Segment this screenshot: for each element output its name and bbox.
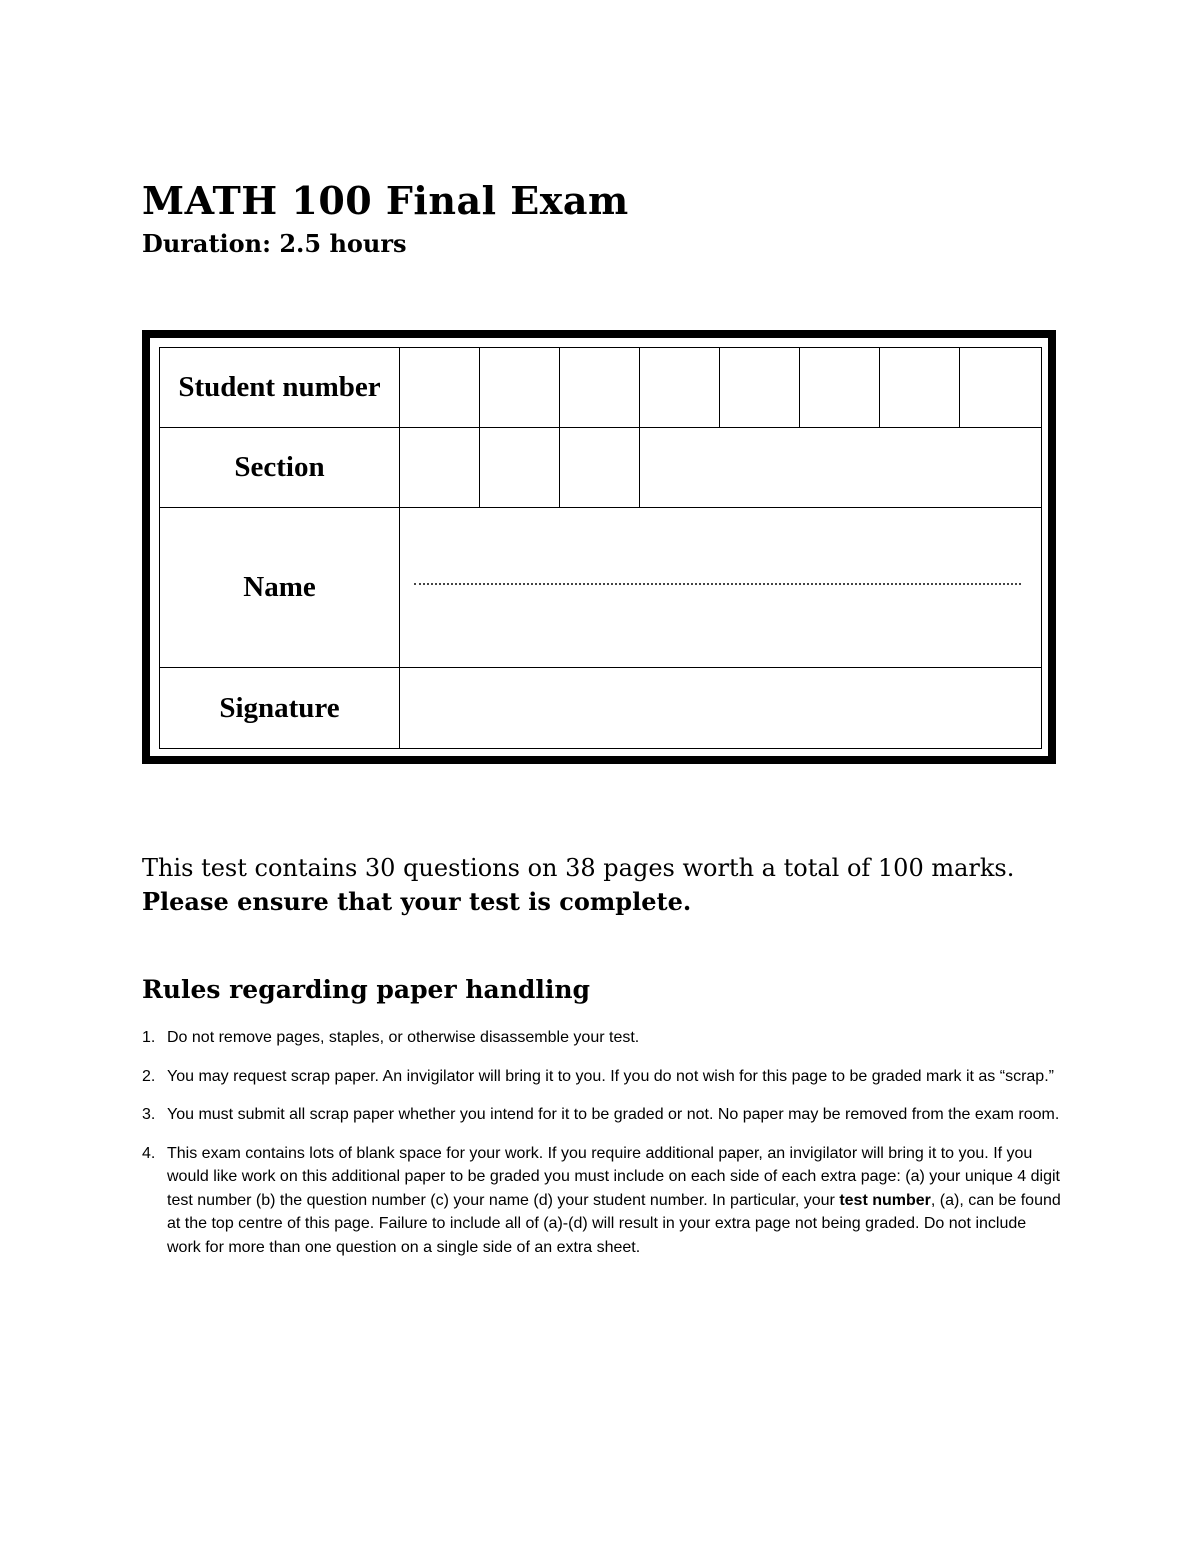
- student-number-digit-1[interactable]: [400, 348, 480, 428]
- name-label: Name: [160, 508, 400, 668]
- name-dotted-line: [414, 583, 1021, 585]
- section-label: Section: [160, 428, 400, 508]
- name-field[interactable]: [400, 508, 1042, 668]
- student-number-label: Student number: [160, 348, 400, 428]
- rule-text-test-number: test number: [839, 1191, 931, 1209]
- rule-text-before: This exam contains lots of blank space for your work. If you require additional paper, an invigilator will bring it to you. If you would like work on this additional paper to be graded you must include on each side of each extra page: (a) your unique 4 digit test number (b) the question number (c) your name (d) your student number. In particular, your: [167, 1144, 1060, 1209]
- rule-number: 2.: [142, 1067, 156, 1085]
- intro-line-questions: This test contains 30 questions on 38 pages worth a total of 100 marks.: [142, 854, 1015, 882]
- rule-number: 4.: [142, 1144, 156, 1162]
- rules-list: [142, 1026, 1062, 1274]
- student-number-digit-2[interactable]: [480, 348, 560, 428]
- student-number-digit-5[interactable]: [720, 348, 800, 428]
- signature-field[interactable]: [400, 668, 1042, 749]
- rule-number: 3.: [142, 1106, 156, 1123]
- rule-item: [142, 1026, 1062, 1050]
- student-number-row: [160, 348, 1042, 428]
- signature-label: Signature: [160, 668, 400, 749]
- section-digit-3[interactable]: [560, 428, 640, 508]
- section-digit-2[interactable]: [480, 428, 560, 508]
- rule-text-after: , (a), can be found at the top centre of this page. Failure to include all of (a)-(d) will result in your extra page not being graded. Do not include work for more than one question on a single side of an extra sheet.: [167, 1191, 1061, 1256]
- student-number-digit-8[interactable]: [960, 348, 1042, 428]
- rule-item: [142, 1142, 1062, 1260]
- name-row: [160, 508, 1042, 668]
- exam-duration: Duration: 2.5 hours: [142, 229, 407, 258]
- student-number-digit-6[interactable]: [800, 348, 880, 428]
- rule-number: 1.: [142, 1029, 156, 1046]
- student-number-digit-3[interactable]: [560, 348, 640, 428]
- rule-text: You may request scrap paper. An invigilator will bring it to you. If you do not wish for this page to be graded mark it as “scrap.”: [167, 1067, 1054, 1085]
- rules-heading: Rules regarding paper handling: [142, 975, 591, 1004]
- section-row: [160, 428, 1042, 508]
- intro-text: [142, 851, 1014, 919]
- rule-item: [142, 1103, 1062, 1127]
- exam-title: MATH 100 Final Exam: [142, 178, 629, 223]
- section-digit-1[interactable]: [400, 428, 480, 508]
- signature-row: [160, 668, 1042, 749]
- rule-text: You must submit all scrap paper whether you intend for it to be graded or not. No paper may be removed from the exam room.: [167, 1106, 1060, 1123]
- rule-text: Do not remove pages, staples, or otherwise disassemble your test.: [167, 1029, 640, 1046]
- section-blank-area: [640, 428, 1042, 508]
- student-number-digit-4[interactable]: [640, 348, 720, 428]
- student-id-table: [159, 347, 1042, 749]
- rule-item: [142, 1065, 1062, 1089]
- intro-line-ensure-complete: Please ensure that your test is complete.: [142, 887, 692, 916]
- student-number-digit-7[interactable]: [880, 348, 960, 428]
